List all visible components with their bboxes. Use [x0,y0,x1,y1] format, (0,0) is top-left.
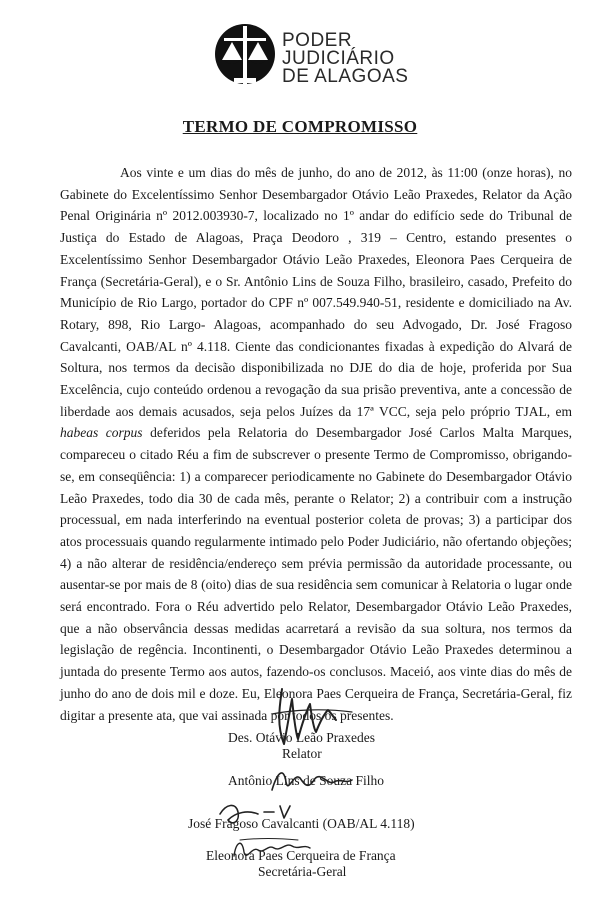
advogado-name: José Fragoso Cavalcanti (OAB/AL 4.118) [188,816,415,831]
body-text-part1: Aos vinte e um dias do mês de junho, do ano de 2012, às 11:00 (onze horas), no Gabinete do Excelentíssimo Senhor Desembargador Otávio Leão Praxedes, Relator da Ação Penal Originária nº 2012.003930-7, localizado no 1º andar do edifício sede do Tribunal de Justiça do Estado de Alagoas, Praça Deodoro , 319 – Centro, estando presentes o Excelentíssimo Senhor Desembargador Otávio Leão Praxedes, Eleonora Paes Cerqueira de França (Secretária-Geral), e o Sr. Antônio Lins de Souza Filho, brasileiro, casado, Prefeito do Município de Rio Largo, portador do CPF nº 007.549.940-51, residente e domiciliado na Av. Rotary, 898, Rio Largo- Alagoas, acompanhado do seu Advogado, Dr. José Fragoso Cavalcanti, OAB/AL nº 4.118. Ciente das condicionantes fixadas à expedição do Alvará de Soltura, nos termos da decisão disponibilizada no DJE do dia de hoje, proferida por Sua Excelência, cujo conteúdo ordenou a revogação da sua prisão preventiva, ante a concessão de liberdade aos demais acusados, seja pelos Juízes da 17ª VCC, seja pelo próprio TJAL, em [60,165,572,419]
letterhead [214,20,434,92]
relator-role: Relator [282,746,322,761]
body-text-habeas: habeas corpus [60,425,143,441]
scales-of-justice-icon [214,20,276,90]
secretaria-signature [228,832,318,868]
court-name [282,32,408,86]
body-paragraph [60,162,572,726]
reu-signature [268,760,358,800]
court-name-line2: JUDICIÁRIO [282,48,395,69]
document-title: TERMO DE COMPROMISSO [182,117,418,136]
advogado-signature [214,798,304,834]
secretaria-name: Eleonora Paes Cerqueira de França [206,848,396,863]
court-name-line3: DE ALAGOAS [282,66,409,87]
relator-signature [262,684,362,754]
secretaria-role: Secretária-Geral [258,864,347,879]
relator-name: Des. Otávio Leão Praxedes [228,730,375,745]
reu-name: Antônio Lins de Souza Filho [228,773,384,788]
court-name-line1: PODER [282,30,353,51]
document-body [60,162,572,726]
body-text-part2: deferidos pela Relatoria do Desembargador José Carlos Malta Marques, compareceu o citado Réu a fim de subscrever o presente Termo de Compromisso, obrigando-se, em conseqüência: 1) a comparecer periodicamente no Gabinete do Desembargador Otávio Leão Praxedes, todo dia 30 de cada mês, perante o Relator; 2) a contribuir com a instrução processual, em nada interferindo na eventual posterior coleta de provas; 3) a participar dos atos processuais quando regularmente intimado pelo Poder Judiciário, não ofertando objeções; 4) a não alterar de residência/endereço sem prévia permissão da autoridade processante, ou ausentar-se por mais de 8 (oito) dias de sua residência sem comunicar à Relatoria o lugar onde será encontrado. Fora o Réu advertido pelo Relator, Desembargador Otávio Leão Praxedes, que a não observância dessas medidas acarretará a revisão da sua soltura, nos termos da legislação de regência. Incontinenti, o Desembargador Otávio Leão Praxedes determinou a juntada do presente Termo aos autos, fazendo-os conclusos. Maceió, aos vinte dias do mês de junho do ano de dois mil e doze. Eu, Eleonora Paes Cerqueira de França, Secretária-Geral, fiz digitar a presente ata, que vai assinada por todos os presentes. [60,425,572,723]
